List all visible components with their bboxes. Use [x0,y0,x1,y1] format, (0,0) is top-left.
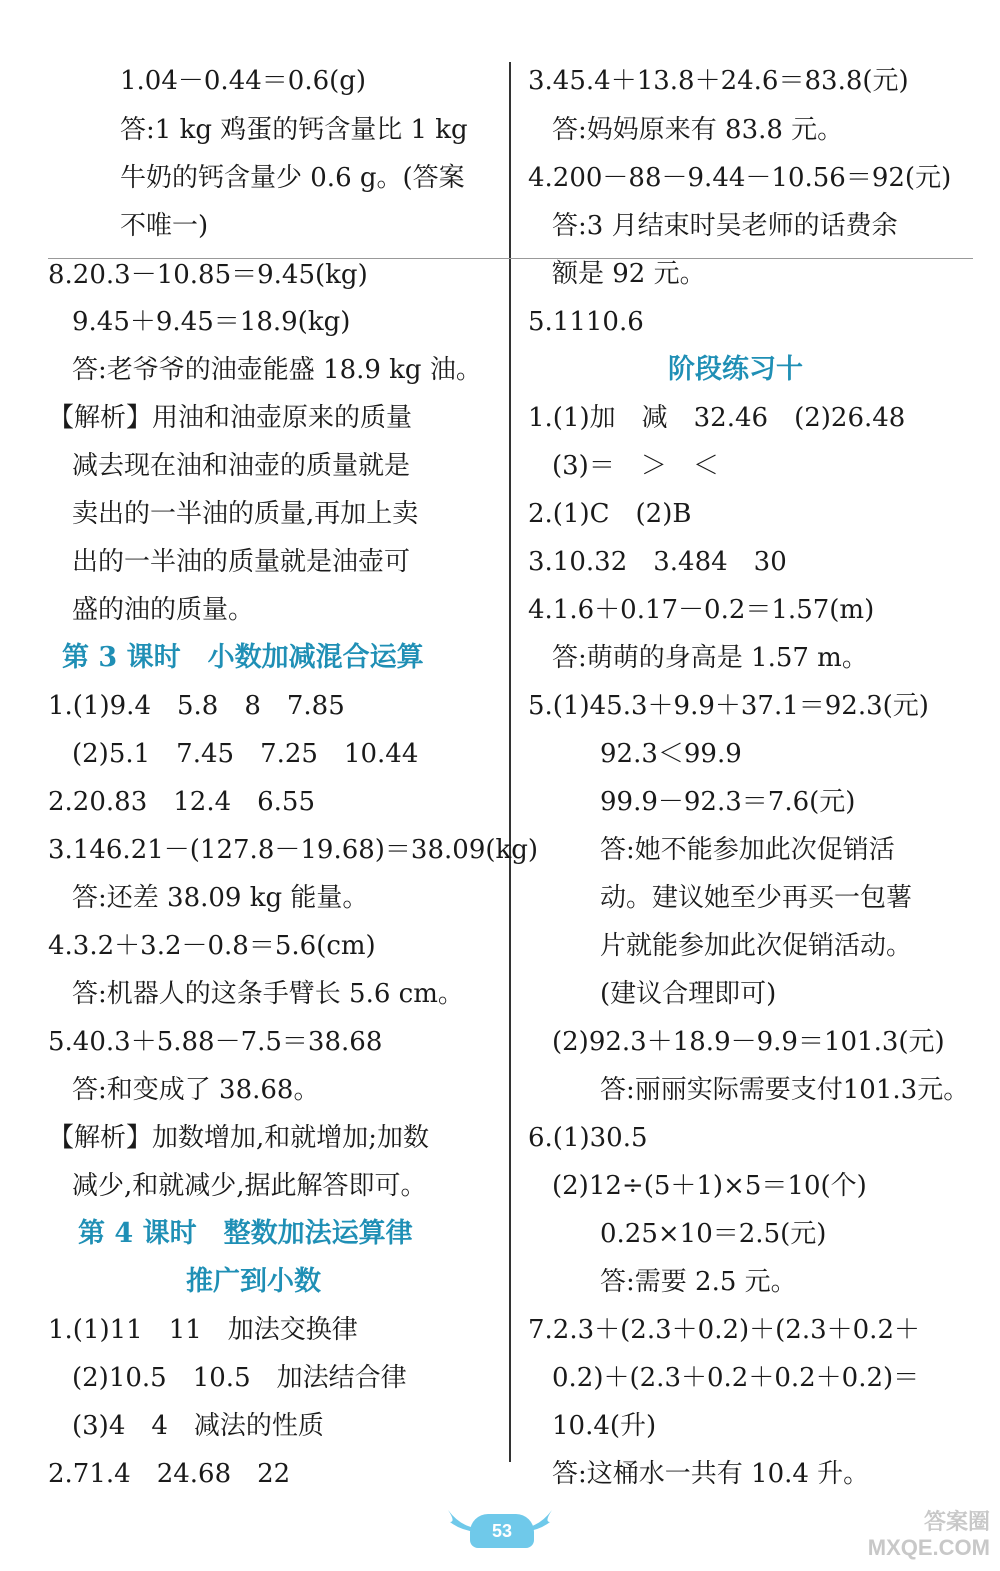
page-number-badge [470,1514,534,1548]
text-line: 【解析】加数增加,和就增加;加数 [48,1123,430,1153]
text-line: 4.200－88－9.44－10.56＝92(元) [528,163,952,193]
text-line: (3)＝ ＞ ＜ [552,451,719,481]
text-line: 5.40.3＋5.88－7.5＝38.68 [48,1027,383,1057]
text-line: 卖出的一半油的质量,再加上卖 [72,499,419,529]
text-line: 10.4(升) [552,1411,657,1441]
text-line: 减去现在油和油壶的质量就是 [72,451,411,481]
text-line: 答:3 月结束时吴老师的话费余 [552,211,898,241]
text-line: 5.(1)45.3＋9.9＋37.1＝92.3(元) [528,691,929,721]
text-line: 答:1 kg 鸡蛋的钙含量比 1 kg [120,115,468,145]
text-line: 出的一半油的质量就是油壶可 [72,547,411,577]
text-line: 9.45＋9.45＝18.9(kg) [72,307,351,337]
text-line: (2)10.5 10.5 加法结合律 [72,1363,407,1393]
text-line: 1.(1)9.4 5.8 8 7.85 [48,691,345,721]
text-line: 答:她不能参加此次促销活 [600,835,895,865]
text-line: 4.1.6＋0.17－0.2＝1.57(m) [528,595,875,625]
text-line: 0.2)＋(2.3＋0.2＋0.2＋0.2)＝ [552,1363,920,1393]
section-heading: 第 3 课时 小数加减混合运算 [62,642,424,673]
text-line: 答:妈妈原来有 83.8 元。 [552,115,844,145]
text-line: 【解析】用油和油壶原来的质量 [48,403,413,433]
text-line: 2.(1)C (2)B [528,499,692,529]
text-line: (2)12÷(5＋1)×5＝10(个) [552,1171,867,1201]
text-line: 7.2.3＋(2.3＋0.2)＋(2.3＋0.2＋ [528,1315,920,1345]
text-line: 4.3.2＋3.2－0.8＝5.6(cm) [48,931,376,961]
text-line: (2)5.1 7.45 7.25 10.44 [72,739,419,769]
text-line: 盛的油的质量。 [72,595,255,625]
section-heading: 第 4 课时 整数加法运算律 [78,1218,413,1249]
text-line: 答:萌萌的身高是 1.57 m。 [552,643,868,673]
text-line: 减少,和就减少,据此解答即可。 [72,1171,427,1201]
text-line: 不唯一) [120,211,209,241]
text-line: 99.9－92.3＝7.6(元) [600,787,856,817]
text-line: 0.25×10＝2.5(元) [600,1219,827,1249]
fold-line [48,258,973,259]
text-line: 1.(1)加 减 32.46 (2)26.48 [528,403,906,433]
text-line: (2)92.3＋18.9－9.9＝101.3(元) [552,1027,945,1057]
text-line: 92.3＜99.9 [600,739,742,769]
page-number: 53 [491,1520,513,1541]
text-line: 答:还差 38.09 kg 能量。 [72,883,369,913]
section-heading: 推广到小数 [186,1266,321,1297]
text-line: 6.(1)30.5 [528,1123,648,1153]
text-line: 1.04－0.44＝0.6(g) [120,66,367,96]
text-line: 2.71.4 24.68 22 [48,1459,291,1489]
text-line: 答:老爷爷的油壶能盛 18.9 kg 油。 [72,355,482,385]
text-line: 答:这桶水一共有 10.4 升。 [552,1459,870,1489]
text-line: 额是 92 元。 [552,259,706,289]
text-line: (3)4 4 减法的性质 [72,1411,324,1441]
watermark [868,1509,990,1561]
section-heading: 阶段练习十 [668,354,803,385]
text-line: 答:机器人的这条手臂长 5.6 cm。 [72,979,464,1009]
text-line: 动。建议她至少再买一包薯 [600,883,913,913]
text-line: 1.(1)11 11 加法交换律 [48,1315,358,1345]
watermark-line: MXQE.COM [867,1535,990,1560]
text-line: 答:丽丽实际需要支付101.3元。 [600,1075,970,1105]
text-line: 3.45.4＋13.8＋24.6＝83.8(元) [528,66,909,96]
watermark-line: 答案圈 [923,1509,990,1534]
text-line: 2.20.83 12.4 6.55 [48,787,316,817]
text-line: 答:需要 2.5 元。 [600,1267,797,1297]
column-divider [509,62,511,1462]
text-line: (建议合理即可) [600,979,777,1009]
text-line: 3.10.32 3.484 30 [528,547,787,577]
text-line: 5.1110.6 [528,307,644,337]
text-line: 8.20.3－10.85＝9.45(kg) [48,260,368,290]
text-line: 答:和变成了 38.68。 [72,1075,320,1105]
text-line: 牛奶的钙含量少 0.6 g。(答案 [120,163,465,193]
text-line: 片就能参加此次促销活动。 [600,931,913,961]
text-line: 3.146.21－(127.8－19.68)＝38.09(kg) [48,835,539,865]
